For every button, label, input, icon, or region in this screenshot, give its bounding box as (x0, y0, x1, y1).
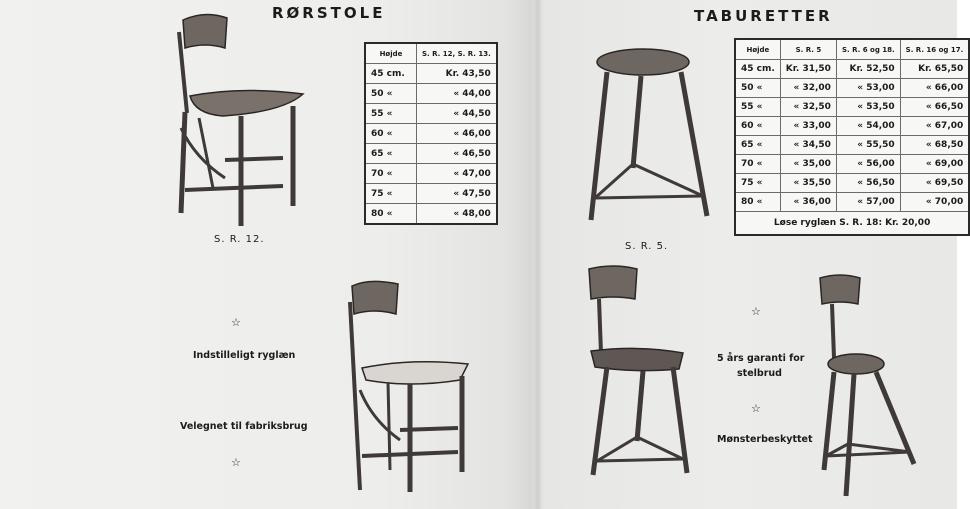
height-cell: 75 « (735, 174, 780, 193)
round-stool-with-backrest-illustration (818, 274, 918, 499)
height-cell: 55 « (735, 98, 780, 117)
star-icon: ☆ (231, 456, 241, 469)
table-row (735, 136, 969, 155)
price-cell: « 69,50 (900, 174, 969, 193)
column-header: S. R. 16 og 17. (900, 39, 969, 60)
price-cell: « 44,00 (417, 84, 497, 104)
price-cell: « 33,00 (780, 117, 836, 136)
price-cell: « 55,50 (836, 136, 900, 155)
price-cell: « 66,00 (900, 79, 969, 98)
table-header-row (735, 39, 969, 60)
table-row (365, 124, 497, 144)
price-cell: « 48,00 (417, 204, 497, 225)
table-row (365, 164, 497, 184)
right-price-table (734, 38, 970, 236)
height-cell: 45 cm. (365, 64, 417, 84)
stool-with-backrest-illustration (585, 265, 695, 480)
price-cell: « 56,50 (836, 174, 900, 193)
table-row (735, 117, 969, 136)
price-cell: « 70,00 (900, 193, 969, 212)
price-cell: « 57,00 (836, 193, 900, 212)
height-cell: 60 « (735, 117, 780, 136)
table-row (365, 144, 497, 164)
price-cell: « 53,00 (836, 79, 900, 98)
price-cell: « 35,00 (780, 155, 836, 174)
right-page-title: TABURETTER (694, 7, 833, 25)
price-cell: Kr. 65,50 (900, 60, 969, 79)
height-cell: 65 « (735, 136, 780, 155)
star-icon: ☆ (751, 402, 761, 415)
table-row (365, 204, 497, 225)
loose-backrest-price: Løse ryglæn S. R. 18: Kr. 20,00 (735, 212, 969, 236)
price-cell: « 54,00 (836, 117, 900, 136)
price-cell: « 44,50 (417, 104, 497, 124)
height-cell: 50 « (365, 84, 417, 104)
price-cell: Kr. 52,50 (836, 60, 900, 79)
star-icon: ☆ (231, 316, 241, 329)
column-header: S. R. 12, S. R. 13. (417, 43, 497, 64)
price-cell: « 32,50 (780, 98, 836, 117)
height-cell: 65 « (365, 144, 417, 164)
price-cell: Kr. 43,50 (417, 64, 497, 84)
table-row (365, 64, 497, 84)
price-cell: Kr. 31,50 (780, 60, 836, 79)
height-cell: 75 « (365, 184, 417, 204)
star-icon: ☆ (751, 305, 761, 318)
page-fold (534, 0, 542, 509)
height-cell: 80 « (365, 204, 417, 225)
price-cell: « 53,50 (836, 98, 900, 117)
table-row (735, 193, 969, 212)
left-note-factory-use: Velegnet til fabriksbrug (180, 421, 308, 432)
right-note-frame-break: stelbrud (737, 368, 782, 379)
price-cell: « 46,50 (417, 144, 497, 164)
chair-sr12-illustration (165, 8, 305, 233)
price-cell: « 67,00 (900, 117, 969, 136)
left-price-table (364, 42, 498, 225)
table-row (735, 98, 969, 117)
price-cell: « 47,00 (417, 164, 497, 184)
table-row (735, 60, 969, 79)
height-cell: 60 « (365, 124, 417, 144)
right-note-design-protected: Mønsterbeskyttet (717, 434, 813, 445)
table-row (735, 155, 969, 174)
left-note-adjustable-backrest: Indstilleligt ryglæn (193, 350, 296, 361)
column-header: S. R. 5 (780, 39, 836, 60)
table-row (735, 174, 969, 193)
price-cell: « 66,50 (900, 98, 969, 117)
chair-sr13-illustration (340, 280, 475, 495)
price-cell: « 47,50 (417, 184, 497, 204)
height-cell: 55 « (365, 104, 417, 124)
price-cell: « 36,00 (780, 193, 836, 212)
table-row (365, 104, 497, 124)
price-cell: « 35,50 (780, 174, 836, 193)
table-row (365, 184, 497, 204)
column-header: Højde (735, 39, 780, 60)
height-cell: 45 cm. (735, 60, 780, 79)
height-cell: 70 « (735, 155, 780, 174)
right-page-caption: S. R. 5. (625, 241, 669, 252)
table-footer-row (735, 212, 969, 236)
table-row (735, 79, 969, 98)
height-cell: 50 « (735, 79, 780, 98)
table-header-row (365, 43, 497, 64)
price-cell: « 68,50 (900, 136, 969, 155)
left-page-title: RØRSTOLE (272, 4, 386, 22)
price-cell: « 46,00 (417, 124, 497, 144)
height-cell: 80 « (735, 193, 780, 212)
price-cell: « 56,00 (836, 155, 900, 174)
price-cell: « 34,50 (780, 136, 836, 155)
right-note-warranty: 5 års garanti for (717, 353, 805, 364)
price-cell: « 32,00 (780, 79, 836, 98)
price-cell: « 69,00 (900, 155, 969, 174)
table-row (365, 84, 497, 104)
column-header: Højde (365, 43, 417, 64)
left-page-caption: S. R. 12. (214, 234, 265, 245)
height-cell: 70 « (365, 164, 417, 184)
column-header: S. R. 6 og 18. (836, 39, 900, 60)
stool-sr5-illustration (585, 48, 715, 228)
